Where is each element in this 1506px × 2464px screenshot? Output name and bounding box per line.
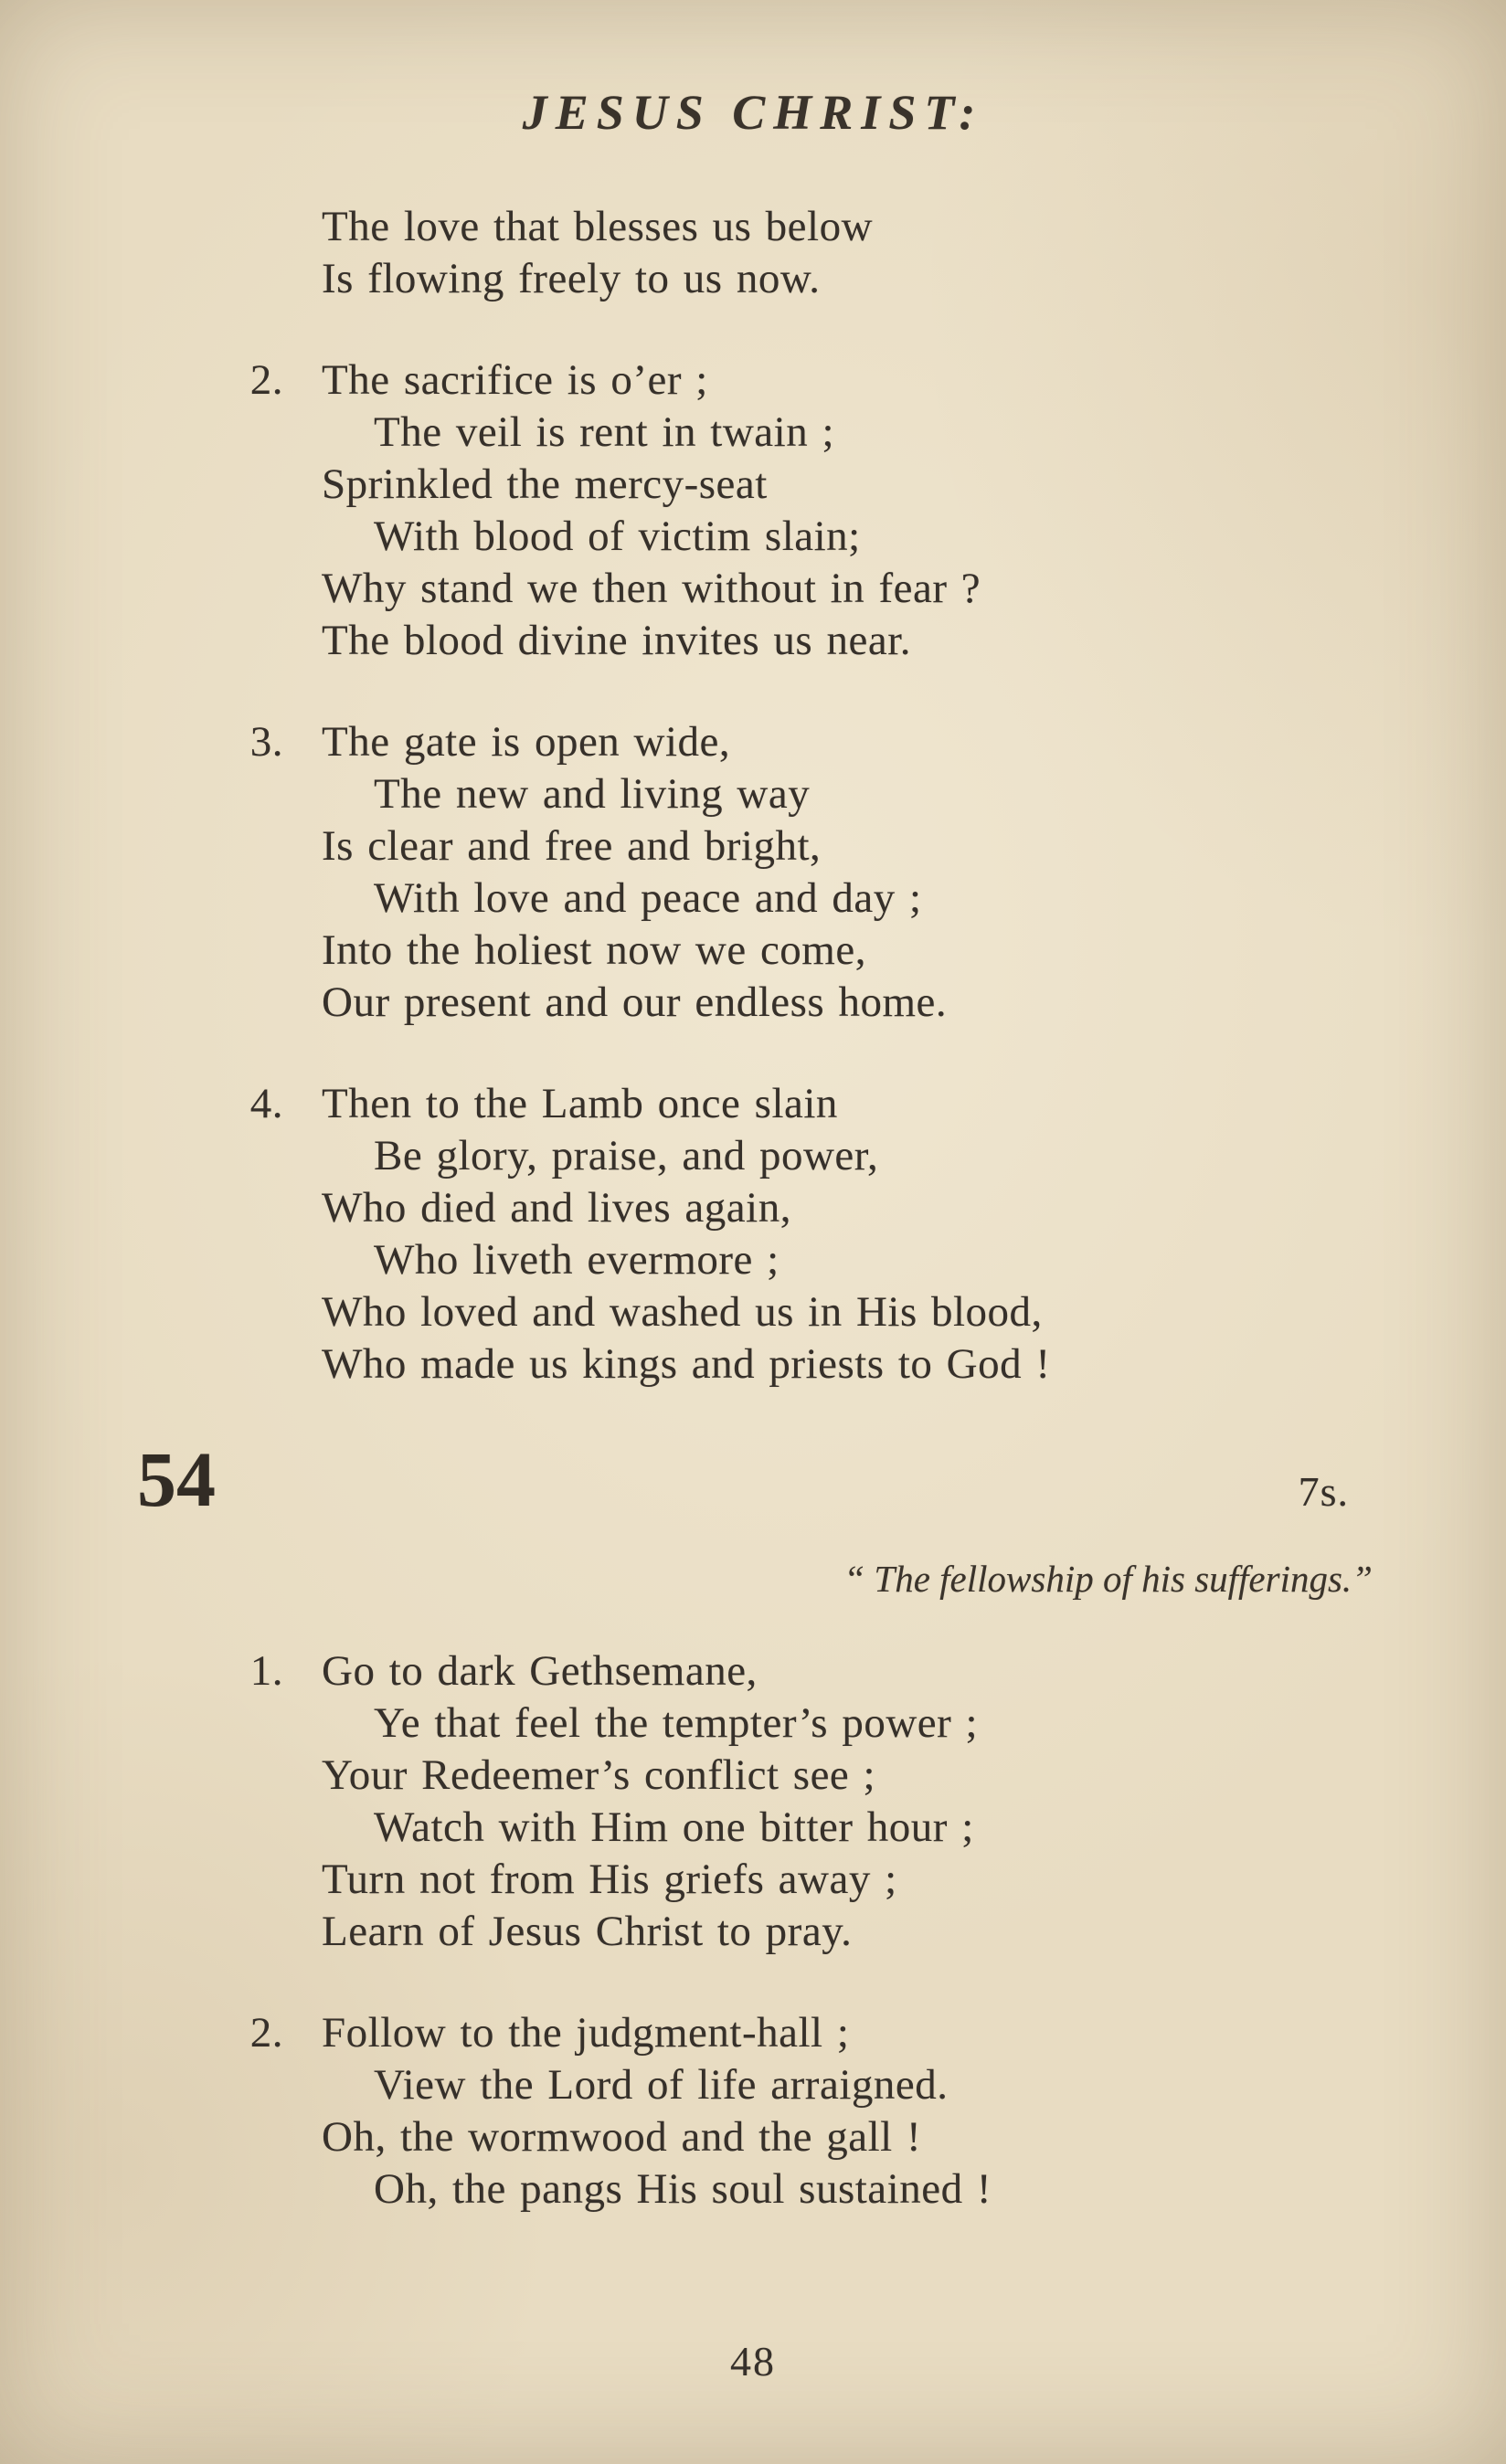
stanza-line: Oh, the pangs His soul sustained !: [374, 2165, 992, 2214]
stanza-line: The blood divine invites us near.: [322, 617, 912, 664]
stanza-number: 3.: [249, 718, 283, 766]
stanza: [0, 354, 1506, 667]
page-number: 48: [730, 2338, 776, 2385]
hymn-epigraph: “ The fellowship of his sufferings.”: [843, 1558, 1373, 1600]
stanza-line: Who made us kings and priests to God !: [322, 1340, 1051, 1388]
stanza-line: Then to the Lamb once slain: [322, 1080, 838, 1127]
stanza-line: Who loved and washed us in His blood,: [322, 1288, 1043, 1336]
stanza-line: View the Lord of life arraigned.: [374, 2061, 949, 2110]
stanza-line: Be glory, praise, and power,: [374, 1132, 879, 1179]
stanza-line: Is clear and free and bright,: [322, 822, 822, 870]
hymn-number: 54: [137, 1435, 216, 1523]
stanza-number: 4.: [249, 1080, 283, 1127]
stanza-line: The new and living way: [374, 770, 811, 818]
running-header: JESUS CHRIST:: [522, 85, 984, 140]
page-content: [0, 201, 1506, 2215]
stanza: [0, 716, 1506, 1029]
stanza-line: Is flowing freely to us now.: [322, 255, 821, 302]
stanza-line: Oh, the wormwood and the gall !: [322, 2113, 922, 2162]
stanza: [0, 1645, 1506, 1958]
stanza-line: With blood of victim slain;: [374, 513, 861, 560]
stanza-line: Watch with Him one bitter hour ;: [374, 1803, 974, 1852]
stanza-line: Sprinkled the mercy-seat: [322, 460, 768, 508]
stanza-line: The gate is open wide,: [322, 718, 731, 766]
stanza-line: Your Redeemer’s conflict see ;: [322, 1751, 876, 1800]
stanza-line: Our present and our endless home.: [322, 978, 948, 1026]
stanza-line: The veil is rent in twain ;: [374, 408, 835, 456]
stanza-line: Why stand we then without in fear ?: [322, 565, 981, 612]
stanza: [0, 1078, 1506, 1391]
stanza-line: Who died and lives again,: [322, 1184, 791, 1232]
stanza-line: Turn not from His griefs away ;: [322, 1856, 897, 1904]
stanza-line: With love and peace and day ;: [374, 874, 922, 922]
hymn-header: [0, 1435, 1506, 1523]
stanza-line: The love that blesses us below: [322, 203, 874, 250]
stanza-line: Learn of Jesus Christ to pray.: [322, 1908, 853, 1956]
stanza: [0, 2007, 1506, 2215]
stanza-number: 1.: [249, 1647, 283, 1696]
stanza-number: 2.: [249, 356, 283, 404]
stanza-line: Who liveth evermore ;: [374, 1236, 780, 1284]
stanza-line: Follow to the judgment-hall ;: [322, 2009, 850, 2057]
stanza-line: Ye that feel the tempter’s power ;: [374, 1699, 979, 1748]
stanza: [0, 201, 1506, 305]
stanza-number: 2.: [249, 2009, 283, 2057]
stanza-line: The sacrifice is o’er ;: [322, 356, 708, 404]
hymn-meter: 7s.: [1298, 1468, 1349, 1515]
stanza-line: Into the holiest now we come,: [322, 926, 866, 974]
stanza-line: Go to dark Gethsemane,: [322, 1647, 758, 1696]
